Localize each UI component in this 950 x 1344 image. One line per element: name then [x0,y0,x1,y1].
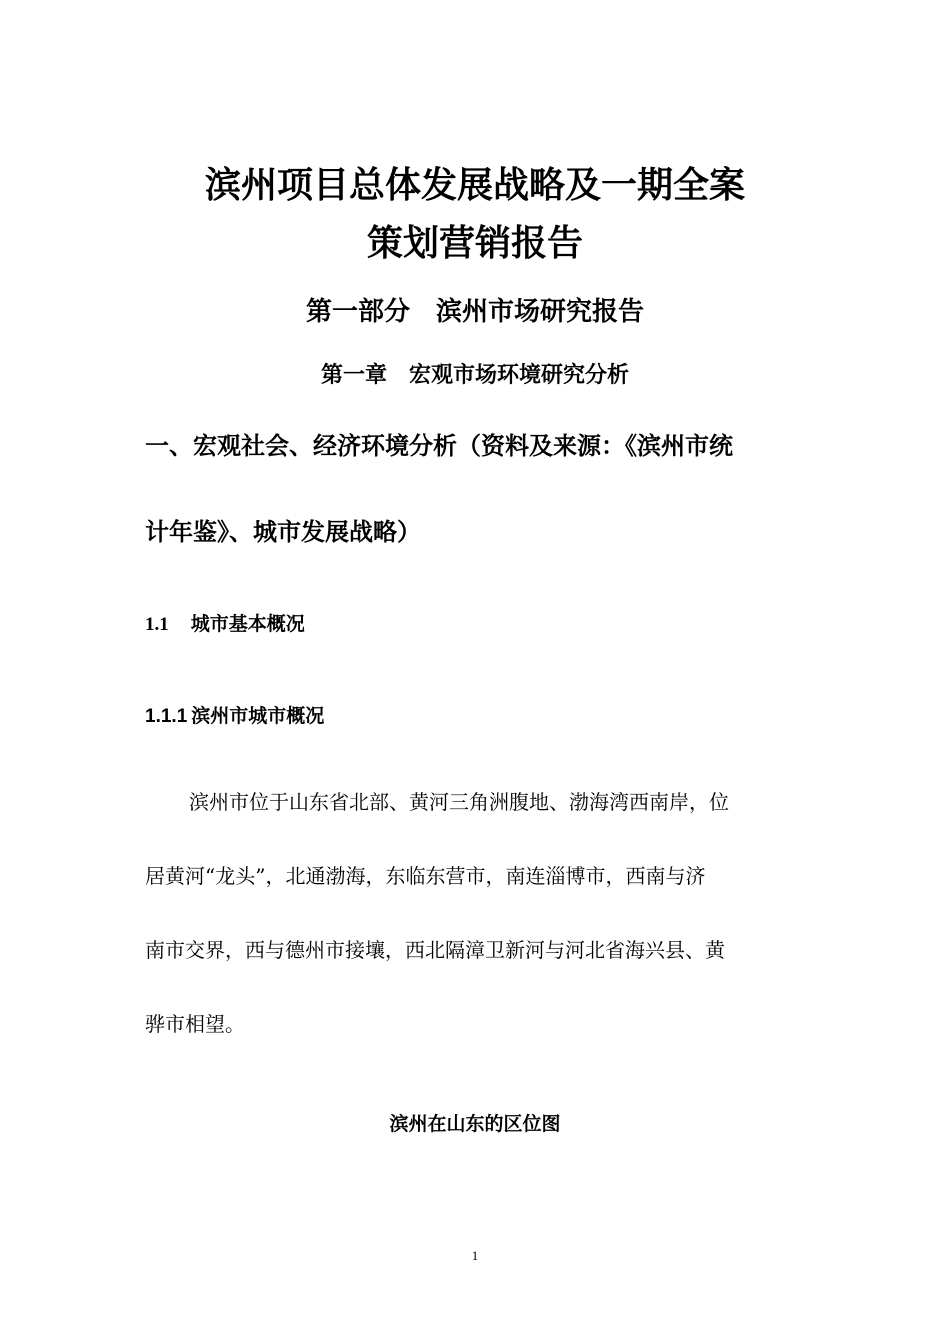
subsubsection-heading [145,702,324,731]
document-title-line-1: 滨州项目总体发展战略及一期全案 [204,165,745,206]
chapter-title: 第一章 宏观市场环境研究分析 [320,363,629,388]
figure-caption: 滨州在山东的区位图 [389,1113,561,1135]
subsubsection-number: 1.1.1 [145,706,188,727]
body-paragraph-line-3: 南市交界，西与德州市接壤，西北隔漳卫新河与河北省海兴县、黄 [145,938,725,962]
subsection-number: 1.1 [145,614,169,635]
body-paragraph-line-4: 骅市相望。 [145,1012,245,1036]
subsubsection-title: 滨州市城市概况 [191,705,325,727]
page-number: 1 [471,1248,479,1263]
part-title: 第一部分 滨州市场研究报告 [305,297,644,327]
body-paragraph-line-2: 居黄河“龙头”，北通渤海，东临东营市，南连淄博市，西南与济 [145,864,706,888]
subsection-title: 城市基本概况 [190,613,305,635]
body-paragraph-line-1: 滨州市位于山东省北部、黄河三角洲腹地、渤海湾西南岸，位 [189,790,729,814]
section-heading-line-1: 一、宏观社会、经济环境分析（资料及来源：《滨州市统 [145,432,733,460]
section-heading-line-2: 计年鉴》、城市发展战略） [145,518,421,546]
document-title-line-2: 策划营销报告 [366,223,583,264]
subsection-heading [145,610,305,639]
